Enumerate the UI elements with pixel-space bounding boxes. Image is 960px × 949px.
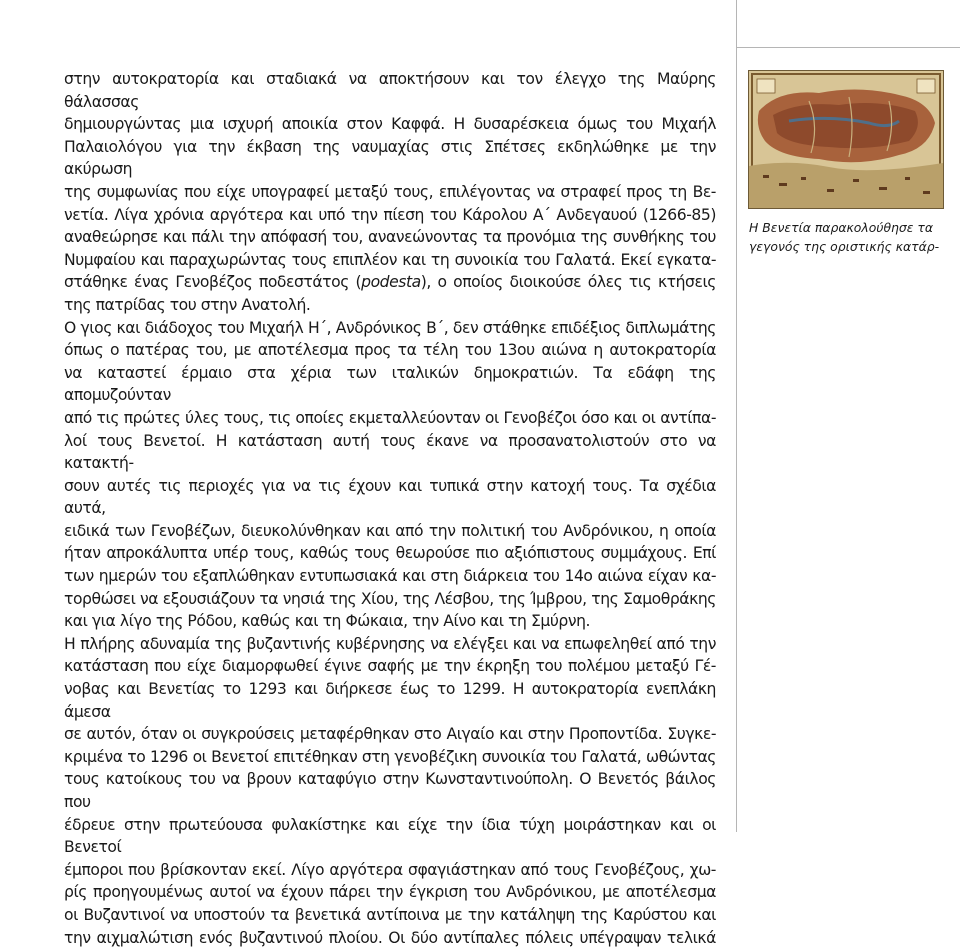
text-line: από τις πρώτες ύλες τους, τις οποίες εκμεταλλεύονταν οι Γενοβέζοι όσο και οι αντίπα- bbox=[64, 408, 716, 427]
venice-map-illustration bbox=[749, 71, 943, 208]
text-line: στην αυτοκρατορία και σταδιακά να αποκτήσουν και τον έλεγχο της Μαύρης θάλασσας bbox=[64, 70, 716, 111]
text-line: των ημερών του εξαπλώθηκαν εντυπωσιακά και στη διάρκεια του 14ο αιώνα είχαν κα- bbox=[64, 567, 716, 586]
text-line: σε αυτόν, όταν οι συγκρούσεις μεταφέρθηκαν στο Αιγαίο και στην Προποντίδα. Συγκε- bbox=[64, 725, 716, 744]
caption-line: Η Βενετία παρακολούθησε τα bbox=[749, 220, 934, 235]
text-line: και για λίγο της Ρόδου, καθώς και τη Φώκαια, την Αίνο και τη Σμύρνη. bbox=[64, 612, 591, 631]
text-line: κριμένα το 1296 οι Βενετοί επιτέθηκαν στη γενοβέζικη συνοικία του Γαλατά, ωθώντας bbox=[64, 747, 716, 766]
venice-map-image bbox=[748, 70, 944, 209]
margin-rule-horizontal bbox=[736, 47, 960, 48]
text-line: της πατρίδας του στην Ανατολή. bbox=[64, 295, 311, 314]
text-line: έμποροι που βρίσκονταν εκεί. Λίγο αργότερα σφαγιάστηκαν από τους Γενοβέζους, χω- bbox=[64, 860, 716, 879]
text-line: οι Βυζαντινοί να υποστούν τα βενετικά αντίποινα με την κατάληψη της Καρύστου και bbox=[64, 905, 716, 924]
text-line: Η πλήρης αδυναμία της βυζαντινής κυβέρνησης να ελέγξει και να επωφεληθεί από την bbox=[64, 634, 716, 653]
text-line: ειδικά των Γενοβέζων, διευκολύνθηκαν και από την πολιτική του Ανδρόνικου, η οποία bbox=[64, 521, 716, 540]
margin-rule-vertical bbox=[736, 0, 737, 832]
text-line-with-italic bbox=[64, 271, 716, 294]
text-line: ήταν απροκάλυπτα υπέρ τους, καθώς τους θεωρούσε πιο αξιόπιστους συμμάχους. Επί bbox=[64, 544, 716, 563]
text-line: σουν αυτές τις περιοχές για να τις έχουν και τυπικά στην κατοχή τους. Τα σχέδια αυτά, bbox=[64, 476, 716, 518]
text-line: ρίς προηγουμένως αυτοί να έχουν πάρει την έγκριση του Ανδρόνικου, με αποτέλεσμα bbox=[64, 883, 716, 902]
italic-term-podesta: podesta bbox=[361, 273, 421, 292]
text-segment: ), ο οποίος διοικούσε όλες τις κτήσεις bbox=[420, 273, 716, 292]
text-line: κατάσταση που είχε διαμορφωθεί έγινε σαφής με την έκρηξη του πολέμου μεταξύ Γέ- bbox=[64, 657, 716, 676]
main-text-column bbox=[64, 68, 716, 949]
text-segment: στάθηκε ένας Γενοβέζος ποδεστάτος ( bbox=[64, 273, 362, 292]
text-line: Νυμφαίου και παραχωρώντας τους επιπλέον και τη συνοικία του Γαλατά. Εκεί εγκατα- bbox=[64, 250, 716, 269]
paragraph-1 bbox=[64, 68, 716, 317]
text-line: λοί τους Βενετοί. Η κατάσταση αυτή τους έκανε να προσανατολιστούν στο να κατακτή- bbox=[64, 431, 716, 473]
text-line: της συμφωνίας που είχε υπογραφεί μεταξύ τους, επιλέγοντας να στραφεί προς τη Βε- bbox=[64, 182, 716, 201]
text-line: τορθώσει να εξουσιάζουν τα νησιά της Χίου, της Λέσβου, της Ίμβρου, της Σαμοθράκης bbox=[64, 589, 716, 608]
text-line: αναθεώρησε και πάλι την απόφασή του, ανανεώνοντας τα προνόμια της συνθήκης του bbox=[64, 228, 716, 247]
text-line: την αιχμαλώτιση ενός βυζαντινού πλοίου. Οι δύο αντίπαλες πόλεις υπέγραψαν τελικά bbox=[64, 928, 716, 947]
text-line: έδρευε στην πρωτεύουσα φυλακίστηκε και είχε την ίδια τύχη μοιράστηκαν και οι Βενετοί bbox=[64, 815, 716, 857]
text-line: Ο γιος και διάδοχος του Μιχαήλ Η΄, Ανδρόνικος Β΄, δεν στάθηκε επιδέξιος διπλωμάτης bbox=[64, 318, 716, 337]
text-line: όπως ο πατέρας του, με αποτέλεσμα προς τα τέλη του 13ου αιώνα η αυτοκρατορία bbox=[64, 341, 716, 360]
text-line: νετία. Λίγα χρόνια αργότερα και υπό την πίεση του Κάρολου Α΄ Ανδεγαυού (1266-85) bbox=[64, 205, 716, 224]
figure-caption bbox=[749, 218, 945, 256]
text-line: να καταστεί έρμαιο στα χέρια των ιταλικών δημοκρατιών. Τα εδάφη της απομυζούνταν bbox=[64, 363, 716, 405]
paragraph-2 bbox=[64, 317, 716, 633]
text-line: νοβας και Βενετίας το 1293 και διήρκεσε έως το 1299. Η αυτοκρατορία ενεπλάκη άμεσα bbox=[64, 680, 716, 721]
text-line: Παλαιολόγου για την έκβαση της ναυμαχίας στις Σπέτσες εκδηλώθηκε με την ακύρωση bbox=[64, 137, 716, 179]
caption-line: γεγονός της οριστικής κατάρ- bbox=[749, 239, 940, 254]
text-line: τους κατοίκους του να βρουν καταφύγιο στην Κωνσταντινούπολη. Ο Βενετός βάιλος που bbox=[64, 770, 716, 811]
paragraph-3 bbox=[64, 633, 716, 949]
text-line: δημιουργώντας μια ισχυρή αποικία στον Καφφά. Η δυσαρέσκεια όμως του Μιχαήλ bbox=[64, 115, 716, 134]
